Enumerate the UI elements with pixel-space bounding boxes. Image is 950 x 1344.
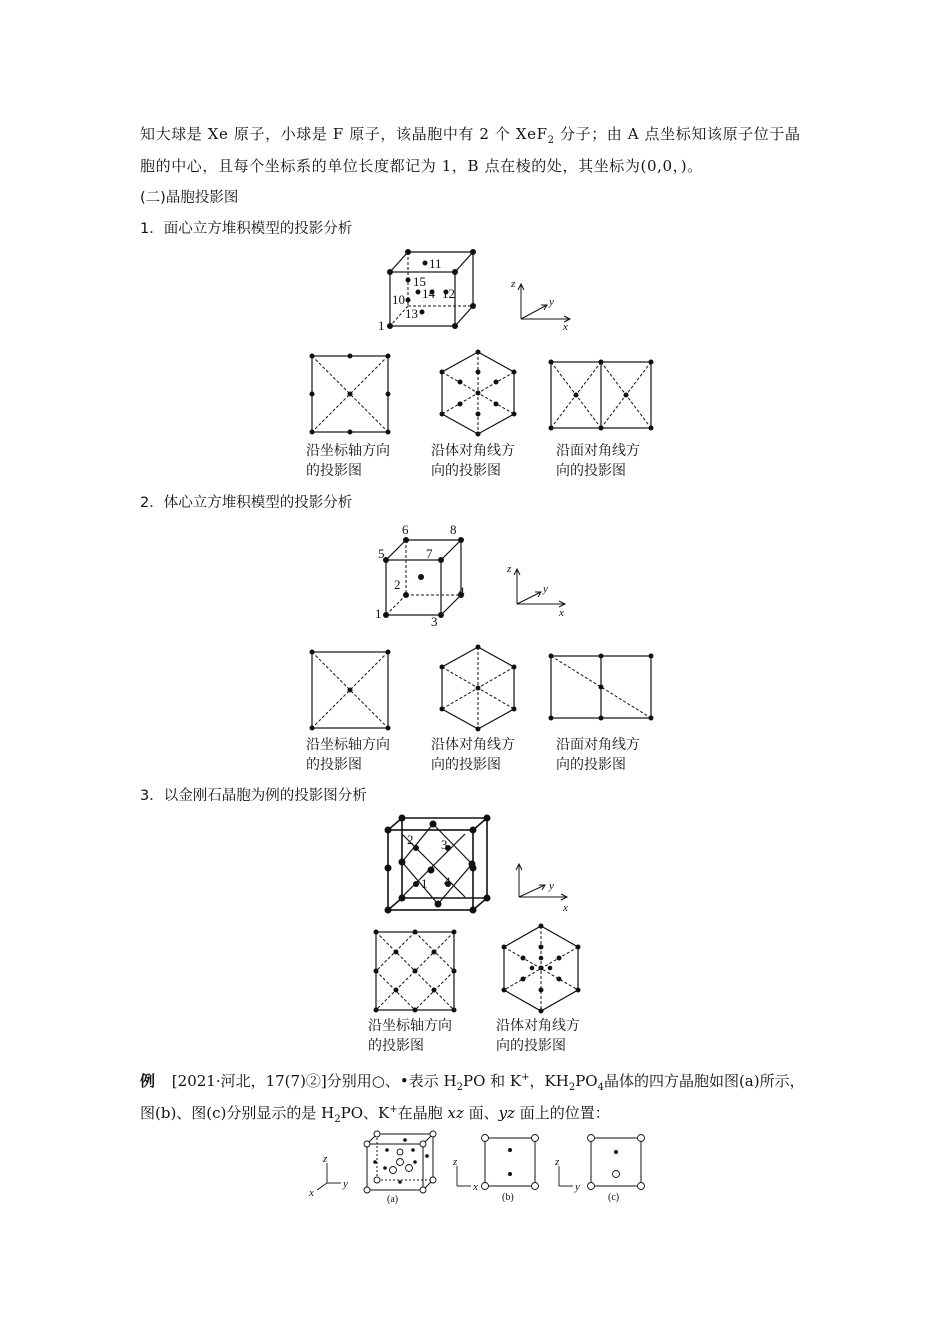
part1-caption-1: 沿坐标轴方向 的投影图 <box>306 443 390 479</box>
part2-title: 2．体心立方堆积模型的投影分析 <box>140 495 353 511</box>
example-line-2: 图(b)、图(c)分别显示的是 $H_2PO$、K+在晶胞 xz 面、yz 面上的位置： <box>140 1104 610 1125</box>
part1-caption-2: 沿体对角线方 向的投影图 <box>431 443 515 479</box>
svg-text:4: 4 <box>444 874 451 889</box>
svg-text:1: 1 <box>375 606 382 621</box>
svg-text:x: x <box>309 1187 314 1199</box>
part3-title: 3．以金刚石晶胞为例的投影图分析 <box>140 788 367 804</box>
section-title: (二)晶胞投影图 <box>140 190 239 206</box>
svg-text:z: z <box>555 1156 560 1168</box>
svg-text:3: 3 <box>441 837 448 852</box>
svg-text:y: y <box>343 1178 348 1190</box>
svg-text:y: y <box>543 583 548 595</box>
paragraph-line-1: 知大球是 Xe 原子，小球是 F 原子，该晶胞中有 2 个 XeF$_2$ 分子；由 A 点坐标知该原子位于晶 <box>140 125 801 146</box>
svg-text:y: y <box>549 880 554 892</box>
svg-text:5: 5 <box>378 546 385 561</box>
part2-caption-3: 沿面对角线方 向的投影图 <box>556 737 640 773</box>
svg-text:x: x <box>563 321 568 333</box>
svg-text:y: y <box>575 1181 580 1193</box>
fcc-axis-projection <box>308 352 392 436</box>
part2-caption-1: 沿坐标轴方向 的投影图 <box>306 737 390 773</box>
axes-figure-1 <box>505 275 585 335</box>
filled-dot-symbol: • <box>399 1072 409 1090</box>
svg-text:2: 2 <box>394 577 401 592</box>
fcc-label-12: 12 <box>442 286 455 301</box>
bcc-face-diagonal-projection <box>547 652 657 728</box>
svg-text:1: 1 <box>421 876 428 891</box>
svg-text:z: z <box>453 1156 458 1168</box>
svg-text:3: 3 <box>431 614 438 629</box>
svg-text:z: z <box>511 278 516 290</box>
example-label: 例 <box>140 1072 156 1090</box>
svg-text:8: 8 <box>450 522 457 537</box>
fcc-label-14: 14 <box>422 286 435 301</box>
part3-caption-1: 沿坐标轴方向 的投影图 <box>368 1018 452 1054</box>
svg-text:y: y <box>549 296 554 308</box>
svg-text:4: 4 <box>458 584 465 599</box>
axes-figure-3 <box>505 855 585 915</box>
svg-text:x: x <box>559 607 564 619</box>
fcc-label-13: 13 <box>405 306 418 321</box>
svg-text:(a): (a) <box>387 1194 399 1205</box>
svg-text:x: x <box>473 1181 478 1193</box>
fcc-face-diagonal-projection <box>547 358 657 434</box>
part1-title: 1．面心立方堆积模型的投影分析 <box>140 221 353 237</box>
svg-text:x: x <box>563 902 568 914</box>
bcc-cube-figure <box>370 520 480 629</box>
svg-text:7: 7 <box>426 546 433 561</box>
paragraph-line-2: 胞的中心，且每个坐标系的单位长度都记为 1，B 点在棱的处，其坐标为(0,0，)。 <box>140 157 703 175</box>
fcc-label-15: 15 <box>413 274 426 289</box>
example-line-1: 例 [2021·河北，17(7)②]分别用○、•表示 $H_2PO$ 和 K+，$KH_2PO_4$晶体的四方晶胞如图(a)所示， <box>140 1072 805 1093</box>
fcc-label-11: 11 <box>429 256 442 271</box>
axes-figure-2 <box>505 560 585 620</box>
fcc-body-diagonal-projection <box>436 348 520 440</box>
svg-text:6: 6 <box>402 522 409 537</box>
diamond-body-diagonal-projection <box>498 922 584 1016</box>
svg-text:z: z <box>507 563 512 575</box>
svg-text:z: z <box>323 1153 328 1165</box>
svg-text:(b): (b) <box>502 1192 514 1203</box>
part1-caption-3: 沿面对角线方 向的投影图 <box>556 443 640 479</box>
fcc-cube-figure <box>370 240 480 340</box>
diamond-axis-projection <box>370 928 460 1014</box>
part2-caption-2: 沿体对角线方 向的投影图 <box>431 737 515 773</box>
bcc-axis-projection <box>308 648 392 732</box>
diamond-cube-figure <box>380 812 495 917</box>
svg-text:2: 2 <box>407 832 414 847</box>
svg-text:(c): (c) <box>608 1192 620 1203</box>
example-figures <box>305 1128 650 1206</box>
bcc-body-diagonal-projection <box>436 643 520 735</box>
open-circle-symbol: ○ <box>371 1072 385 1090</box>
part3-caption-2: 沿体对角线方 向的投影图 <box>496 1018 580 1054</box>
fcc-label-1: 1 <box>378 318 385 333</box>
fcc-label-10: 10 <box>392 292 405 307</box>
